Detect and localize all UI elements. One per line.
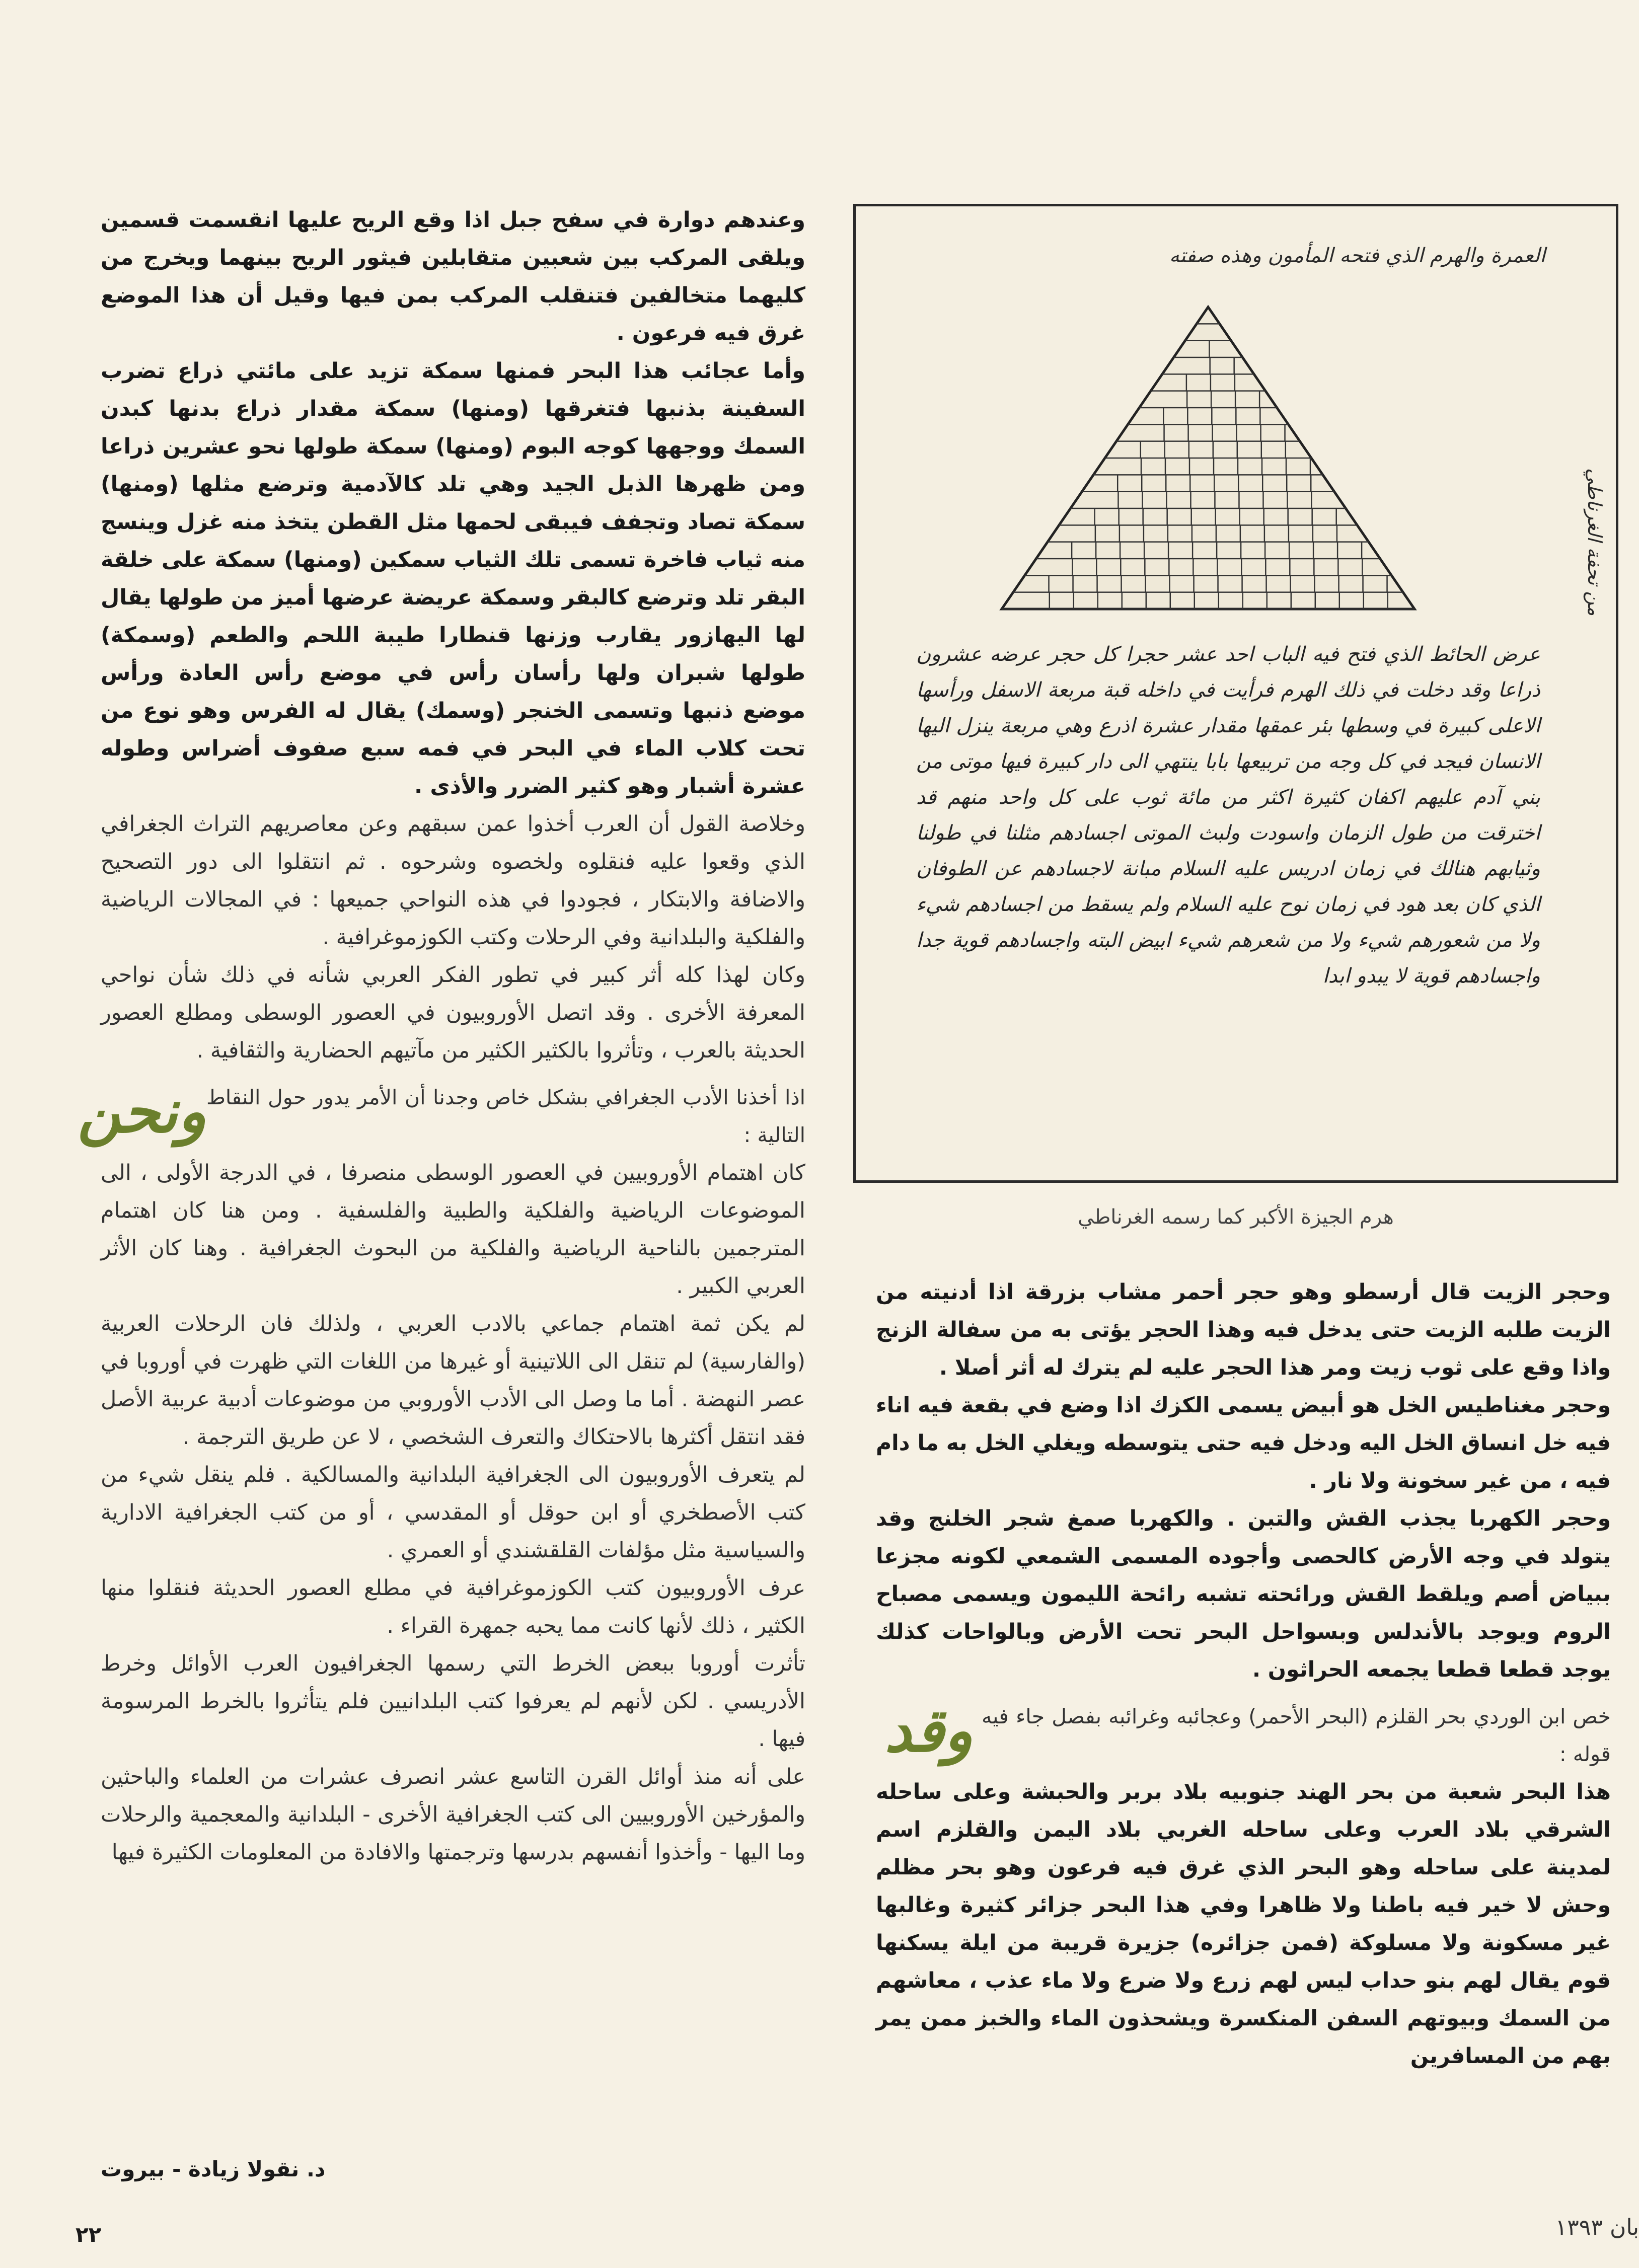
- issue-label: بان ١٣٩٣: [1555, 2215, 1639, 2240]
- page-number: ٢٢: [76, 2222, 102, 2247]
- paragraph-red-sea: هذا البحر شعبة من بحر الهند جنوبيه بلاد بربر والحبشة وعلى ساحله الشرقي بلاد العرب وعلى ساحله الغربي بلاد اليمن والقلزم اسم لمدينة على ساحله وهو البحر الذي غرق فيه فرعون وهو بحر مظلم وحش لا خير فيه باطنا ولا ظاهرا وفي هذا البحر جزائر كثيرة وغالبها غير مسكونة ولا مسلوكة (فمن جزائره) جزيرة قريبة من ايلة يسكنها قوم يقال لهم بنو حداب ليس لهم زرع ولا ضرع ولا ماء عذب ، معاشهم من السمك وبيوتهم السفن المنكسرة ويشحذون الماء والخبز ممن يمر بهم من المسافرين: [876, 1780, 1611, 2069]
- figure-side-note: من تحفة الغرناطي: [1584, 468, 1606, 616]
- figure-handwritten-text: عرض الحائط الذي فتح فيه الباب احد عشر حجرا كل حجر عرضه عشرون ذراعا وقد دخلت في ذلك الهرم فرأيت في داخله قبة مربعة الاسفل ورأسها الاعلى كبيرة في وسطها بئر عمقها مقدار عشرة اذرع وهي مربعة ينزل اليها الانسان فيجد في كل وجه من تربيعها بابا ينتهي الى دار كبيرة فيها موتى من بني آدم عليهم اكفان كثيرة اكثر من مائة ثوب على كل واحد منهم قد اخترقت من طول الزمان واسودت ولبث الموتى اجسادهم مثلنا في طولنا وثيابهم هنالك في زمان ادريس عليه السلام مبانة لاجسادهم عن الطوفان الذي كان بعد هود في زمان نوح عليه السلام ولم يسقط من اجسادهم شيء ولا من شعورهم شيء ولا من شعرهم شيء ابيض البته واجسادهم قوية جدا واجسادهم قوية لا يبدو ابدا: [916, 643, 1540, 988]
- paragraph-summary: وخلاصة القول أن العرب أخذوا عمن سبقهم وعن معاصريهم التراث الجغرافي الذي وقعوا عليه فنقلوه ولخصوه وشرحوه . ثم انتقلوا الى دور التصحيح والاضافة والابتكار ، فجودوا في هذه النواحي جميعها : في المجالات الرياضية والفلكية والبلدانية وفي الرحلات وكتب الكوزموغرافية .: [101, 811, 805, 950]
- point-paragraph: تأثرت أوروبا ببعض الخرط التي رسمها الجغرافيون العرب الأوائل وخرط الأدريسي . لكن لأنهم لم يعرفوا كتب البلدانيين فلم يتأثروا بالخرط المرسومة فيها .: [101, 1651, 805, 1752]
- point-paragraph: لم يكن ثمة اهتمام جماعي بالادب العربي ، ولذلك فان الرحلات العربية (والفارسية) لم تنقل الى اللاتينية أو غيرها من اللغات التي ظهرت في أوروبا في عصر النهضة . أما ما وصل الى الأدب الأوروبي من موضوعات أدبية عربية الأصل فقد انتقل أكثرها بالاحتكاك والتعرف الشخصي ، لا عن طريق الترجمة .: [101, 1311, 805, 1450]
- point-paragraph: كان اهتمام الأوروبيين في العصور الوسطى منصرفا ، في الدرجة الأولى ، الى الموضوعات الرياضية والفلكية والطبية والفلسفية . ومن هنا كان اهتمام المترجمين بالناحية الرياضية والفلكية من البحوث الجغرافية . وهنا كان الأثر العربي الكبير .: [101, 1160, 805, 1299]
- figure-caption: هرم الجيزة الأكبر كما رسمه الغرناطي: [1078, 1205, 1394, 1229]
- dropcap-intro-text: اذا أخذنا الأدب الجغرافي بشكل خاص وجدنا أن الأمر يدور حول النقاط التالية :: [206, 1085, 805, 1147]
- pyramid-drawing: [982, 297, 1435, 619]
- point-paragraph: على أنه منذ أوائل القرن التاسع عشر انصرف عشرات من العلماء والباحثين والمؤرخين الأوروبيين الى كتب الجغرافية الأخرى - البلدانية والمعجمية والرحلات وما اليها - وأخذوا أنفسهم بدرسها وترجمتها والافادة من المعلومات الكثيرة فيها: [101, 1764, 805, 1865]
- author-signature: د. نقولا زيادة - بيروت: [101, 2157, 326, 2181]
- point-paragraph: عرف الأوروبيون كتب الكوزموغرافية في مطلع العصور الحديثة فنقلوا منها الكثير ، ذلك لأنها كانت مما يحبه جمهرة القراء .: [101, 1575, 805, 1638]
- dropcap-section-wa-qad: [876, 1695, 1611, 1773]
- dropcap-word: ونحن: [78, 1076, 206, 1146]
- paragraph-whirlpool: وعندهم دوارة في سفح جبل اذا وقع الريح عليها انقسمت قسمين ويلقى المركب بين شعبين متقابلين فيثور الريح بينهما ويخرج من كليهما متخالفين فتنقلب المركب بمن فيها وقيل أن هذا الموضع غرق فيه فرعون .: [101, 207, 805, 346]
- figure-frame: [853, 204, 1618, 1183]
- dropcap-word: وقد: [884, 1695, 973, 1765]
- paragraph-influence: وكان لهذا كله أثر كبير في تطور الفكر العربي شأنه في ذلك شأن نواحي المعرفة الأخرى . وقد اتصل الأوروبيون في العصور الوسطى ومطلع العصور الحديثة بالعرب ، وتأثروا بالكثير الكثير من مآتيهم الحضارية والثقافية .: [101, 962, 805, 1063]
- paragraph-sea-wonders: وأما عجائب هذا البحر فمنها سمكة تزيد على مائتي ذراع تضرب السفينة بذنبها فتغرقها (ومنها) سمكة مقدار ذراع بدنها كبدن السمك ووجهها كوجه البوم (ومنها) سمكة طولها نحو عشرين ذراعا ومن ظهرها الذبل الجيد وهي تلد كالآدمية وترضع مثلها (ومنها) سمكة تصاد وتجفف فيبقى لحمها مثل القطن يتخذ منه غزل وينسج منه ثياب فاخرة تسمى تلك الثياب سمكين (ومنها) سمكة على خلقة البقر تلد وترضع كالبقر وسمكة عريضة عرضها أميز من طولها يقال لها اليهازور يقارب وزنها قنطارا طيبة اللحم والطعم (وسمكة) طولها شبران ولها رأسان رأس في موضع رأس العادة ورأس موضع ذنبها وتسمى الخنجر (وسمك) يقال له الفرس وهو نوع من تحت كلاب الماء في البحر في فمه سبع صفوف أضراس وطوله عشرة أشبار وهو كثير الضرر والأذى .: [101, 358, 805, 799]
- paragraph-amber: وحجر الكهربا يجذب القش والتبن . والكهربا صمغ شجر الخلنج وقد يتولد في وجه الأرض كالحصى وأجوده المسمى الشمعي لكونه مجزعا ببياض أصم ويلقط القش ورائحته تشبه رائحة الليمون ويسمى مصباح الروم ويوجد بالأندلس وبسواحل البحر تحت الأرض وبالواحات كذلك يوجد قطعا قطعا يجمعه الحراثون .: [876, 1506, 1611, 1682]
- dropcap-intro-text: خص ابن الوردي بحر القلزم (البحر الأحمر) وعجائبه وغرائبه بفصل جاء فيه قوله :: [982, 1704, 1611, 1766]
- right-column: [876, 1273, 1611, 2075]
- left-column: [78, 201, 805, 1871]
- dropcap-section-nahnu: [78, 1076, 805, 1154]
- paragraph-vinegar-magnet: وحجر مغناطيس الخل هو أبيض يسمى الكزك اذا وضع في بقعة فيه اناء فيه خل انساق الخل اليه ودخل فيه حتى يتوسطه ويغلي الخل به ما دام فيه ، من غير سخونة ولا نار .: [876, 1393, 1611, 1493]
- point-paragraph: لم يتعرف الأوروبيون الى الجغرافية البلدانية والمسالكية . فلم ينقل شيء من كتب الأصطخري أو ابن حوقل أو المقدسي ، أو من كتب الجغرافية الادارية والسياسية مثل مؤلفات القلقشندي أو العمري .: [101, 1462, 805, 1563]
- paragraph-oil-stone: وحجر الزيت قال أرسطو وهو حجر أحمر مشاب بزرقة اذا أدنيته من الزيت طلبه الزيت حتى يدخل فيه وهذا الحجر يؤتى به من سفالة الزنج واذا وقع على ثوب زيت ومر هذا الحجر عليه لم يترك له أثر أصلا .: [876, 1280, 1611, 1380]
- figure-title: العمرة والهرم الذي فتحه المأمون وهذه صفته: [1169, 244, 1545, 267]
